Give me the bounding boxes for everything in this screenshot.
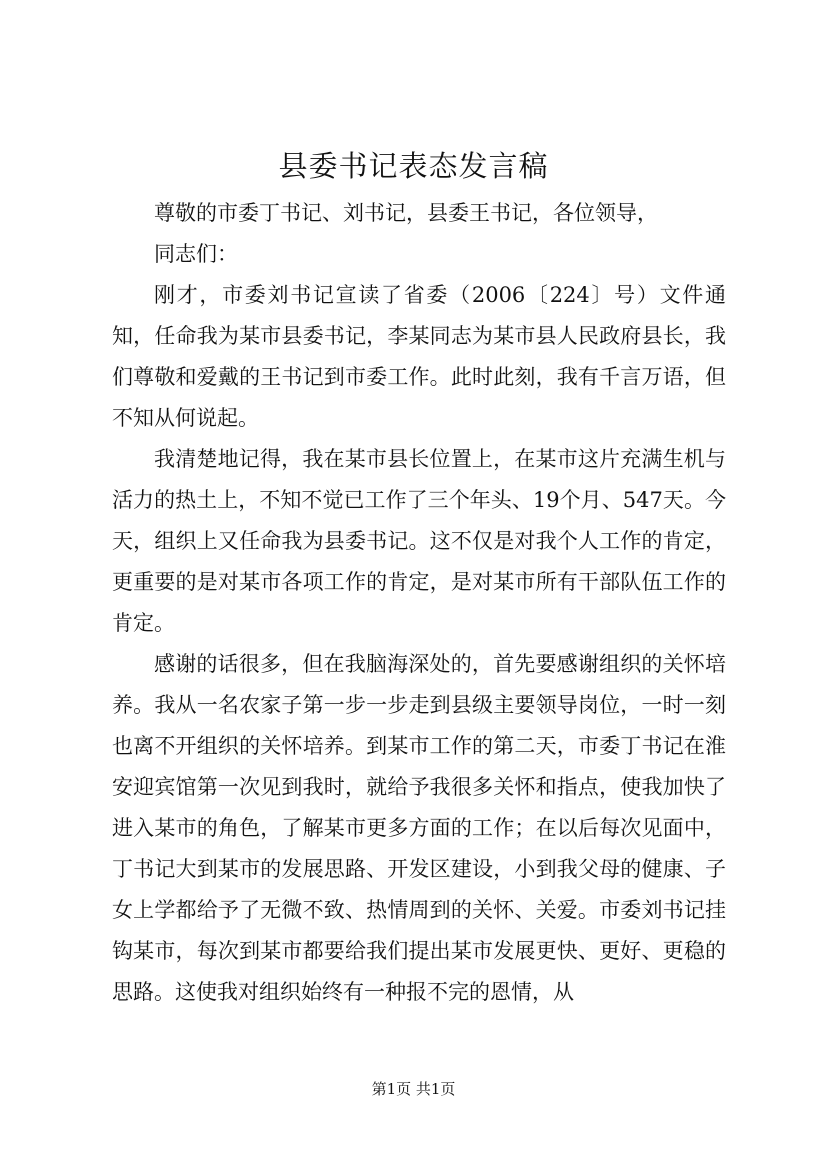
salutation-line: 尊敬的市委丁书记、刘书记，县委王书记，各位领导， bbox=[154, 201, 658, 225]
paragraph-memories: 我清楚地记得，我在某市县长位置上，在某市这片充满生机与活力的热土上，不知不觉已工作了三个年头、19个月、547天。今天，组织上又任命我为县委书记。这不仅是对我个人工作的肯定，更重要的是对某市各项工作的肯定，是对某市所有干部队伍工作的肯定。 bbox=[112, 447, 726, 635]
paragraph-gratitude: 感谢的话很多，但在我脑海深处的，首先要感谢组织的关怀培养。我从一名农家子第一步一步走到县级主要领导岗位，一时一刻也离不开组织的关怀培养。到某市工作的第二天，市委丁书记在淮安迎宾馆第一次见到我时，就给予我很多关怀和指点，使我加快了进入某市的角色，了解某市更多方面的工作；在以后每次见面中，丁书记大到某市的发展思路、开发区建设，小到我父母的健康、子女上学都给予了无微不致、热情周到的关怀、关爱。市委刘书记挂钩某市，每次到某市都要给我们提出某市发展更快、更好、更稳的思路。这使我对组织始终有一种报不完的恩情，从 bbox=[112, 652, 726, 1004]
document-title: 县委书记表态发言稿 bbox=[278, 149, 549, 183]
page-number-footer: 第1页 共1页 bbox=[371, 1080, 456, 1098]
salutation-continuation: 同志们： bbox=[154, 242, 238, 266]
document-body bbox=[112, 193, 726, 1013]
paragraph-appointment: 刚才，市委刘书记宣读了省委（2006〔224〕号）文件通知，任命我为某市县委书记，李某同志为某市县人民政府县长，我们尊敬和爱戴的王书记到市委工作。此时此刻，我有千言万语，但不知从何说起。 bbox=[112, 283, 726, 430]
